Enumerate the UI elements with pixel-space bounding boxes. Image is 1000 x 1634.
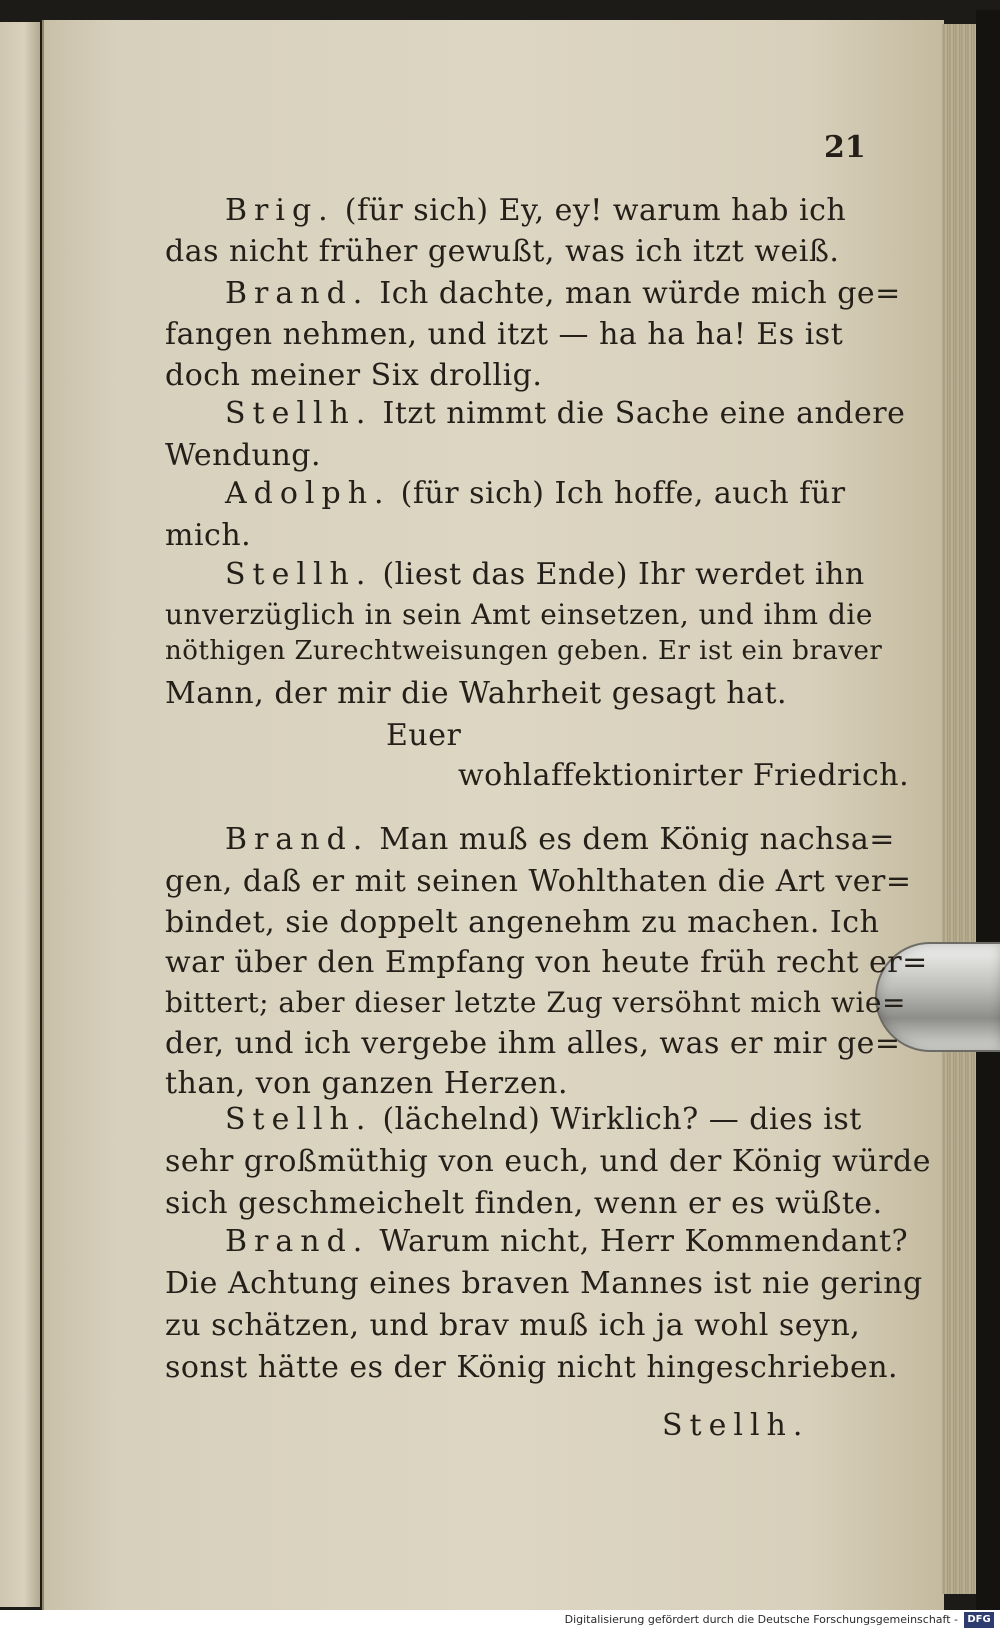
speaker: Adolph. <box>225 476 391 511</box>
text-line-11: unverzüglich in sein Amt einsetzen, und ihm die <box>165 598 873 631</box>
text-line-21: der, und ich vergebe ihm alles, was er mir ge= <box>165 1026 901 1061</box>
text-line-8: Adolph. (für sich) Ich hoffe, auch für <box>225 476 846 511</box>
speaker: Stellh. <box>225 1102 373 1137</box>
text-line-18: bindet, sie doppelt angenehm zu machen. Ich <box>165 905 880 940</box>
speaker: Brand. <box>225 1224 370 1259</box>
text-line-26: Brand. Warum nicht, Herr Kommendant? <box>225 1224 909 1259</box>
text-line-29: sonst hätte es der König nicht hingeschrieben. <box>165 1350 899 1385</box>
left-page-edge <box>0 22 40 1607</box>
text-line-12: nöthigen Zurechtweisungen geben. Er ist ein braver <box>165 636 883 666</box>
text-line-28: zu schätzen, und brav muß ich ja wohl seyn, <box>165 1308 861 1343</box>
text-line-4: fangen nehmen, und itzt — ha ha ha! Es ist <box>165 317 844 352</box>
text-line-7: Wendung. <box>165 438 322 473</box>
text-line-13: Mann, der mir die Wahrheit gesagt hat. <box>165 676 788 711</box>
catchword: Stellh. <box>662 1408 810 1443</box>
text-line-24: sehr großmüthig von euch, und der König würde <box>165 1144 931 1179</box>
letter-closing: Euer <box>386 718 462 753</box>
footer-credit: Digitalisierung gefördert durch die Deutsche Forschungsgemeinschaft - <box>564 1613 958 1626</box>
text-line-27: Die Achtung eines braven Mannes ist nie gering <box>165 1266 923 1301</box>
text-line-22: than, von ganzen Herzen. <box>165 1066 569 1101</box>
text-line-16: Brand. Man muß es dem König nachsa= <box>225 822 895 857</box>
text-line-6: Stellh. Itzt nimmt die Sache eine andere <box>225 396 906 431</box>
text-line-2: das nicht früher gewußt, was ich itzt weiß. <box>165 234 840 269</box>
letter-signature: wohlaffektionirter Friedrich. <box>458 758 910 793</box>
speaker: Brand. <box>225 822 370 857</box>
text-line-23: Stellh. (lächelnd) Wirklich? — dies ist <box>225 1102 862 1137</box>
text-line-1: Brig. (für sich) Ey, ey! warum hab ich <box>225 193 847 228</box>
dfg-logo: DFG <box>964 1612 994 1628</box>
text-line-20: bittert; aber dieser letzte Zug versöhnt mich wie= <box>165 986 906 1019</box>
book-cover-edge <box>976 10 1000 1610</box>
speaker: Brig. <box>225 193 335 228</box>
speaker: Brand. <box>225 276 370 311</box>
text-line-25: sich geschmeichelt finden, wenn er es wüßte. <box>165 1186 883 1221</box>
text-line-19: war über den Empfang von heute früh recht er= <box>165 945 928 980</box>
page-stack-edge <box>942 24 976 1594</box>
text-line-9: mich. <box>165 518 252 553</box>
footer-bar <box>0 1610 1000 1634</box>
speaker: Stellh. <box>225 557 373 592</box>
text-line-10: Stellh. (liest das Ende) Ihr werdet ihn <box>225 557 865 592</box>
page-number: 21 <box>824 130 866 165</box>
text-line-3: Brand. Ich dachte, man würde mich ge= <box>225 276 901 311</box>
text-line-17: gen, daß er mit seinen Wohlthaten die Art ver= <box>165 864 912 899</box>
text-line-5: doch meiner Six drollig. <box>165 358 543 393</box>
speaker: Stellh. <box>225 396 373 431</box>
